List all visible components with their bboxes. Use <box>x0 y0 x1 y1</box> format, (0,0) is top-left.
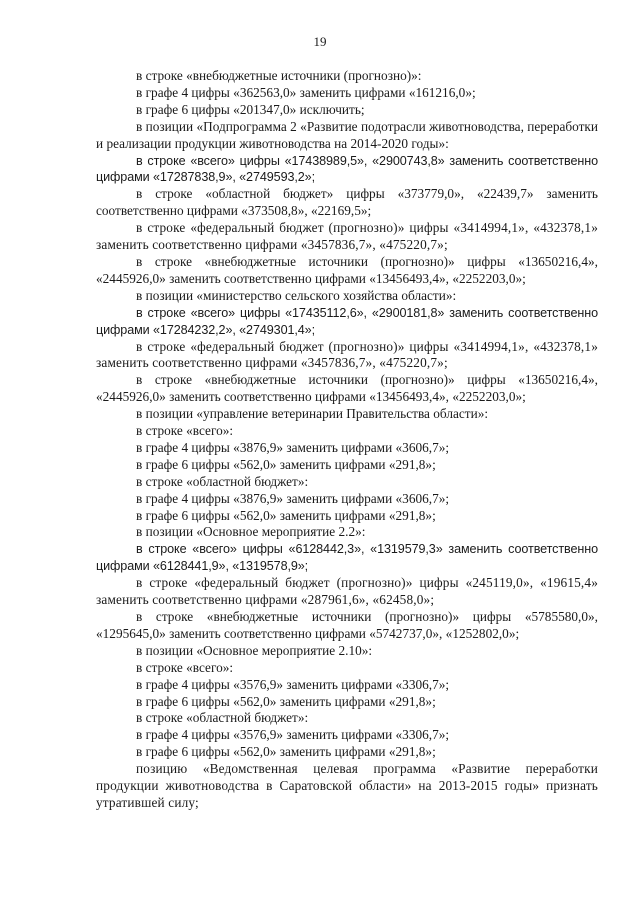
paragraph: позицию «Ведомственная целевая программа «Развитие переработки продукции животноводства в Саратовской области» на 2013-2015 годы» признать утратившей силу; <box>96 761 598 810</box>
paragraph: в графе 4 цифры «3576,9» заменить цифрами «3306,7»; <box>136 727 450 743</box>
paragraph: в строке «внебюджетные источники (прогнозно)»: <box>136 68 422 83</box>
paragraph: в строке «всего» цифры «6128442,3», «1319579,3» заменить соответственно цифрами «6128441,9», «1319578,9»; <box>96 542 598 574</box>
paragraph: в строке «всего» цифры «17438989,5», «2900743,8» заменить соответственно цифрами «17287838,9», «2749593,2»; <box>96 153 598 185</box>
paragraph: в графе 6 цифры «562,0» заменить цифрами «291,8»; <box>136 456 436 472</box>
paragraph: в позиции «Подпрограмма 2 «Развитие подотрасли животноводства, переработки и реализации продукции животноводства на 2014-2020 годы»: <box>96 118 598 151</box>
paragraph: в строке «областной бюджет» цифры «373779,0», «22439,7» заменить соответственно цифрами «373508,8», «22169,5»; <box>96 186 598 219</box>
paragraph: в строке «федеральный бюджет (прогнозно)» цифры «3414994,1», «432378,1» заменить соответственно цифрами «3457836,7», «475220,7»; <box>96 220 598 253</box>
paragraph: в графе 4 цифры «3876,9» заменить цифрами «3606,7»; <box>136 490 450 506</box>
paragraph: в строке «федеральный бюджет (прогнозно)» цифры «3414994,1», «432378,1» заменить соответственно цифрами «3457836,7», «475220,7»; <box>96 338 598 371</box>
paragraph: в позиции «Основное мероприятие 2.10»: <box>136 642 373 658</box>
paragraph: в позиции «управление ветеринарии Правительства области»: <box>136 406 489 422</box>
page-number: 19 <box>313 34 327 49</box>
paragraph: в строке «внебюджетные источники (прогнозно)» цифры «13650216,4», «2445926,0» заменить соответственно цифрами «13456493,4», «2252203,0»; <box>96 372 598 405</box>
paragraph: в позиции «министерство сельского хозяйства области»: <box>136 287 457 303</box>
paragraph: в графе 6 цифры «562,0» заменить цифрами «291,8»; <box>136 507 436 523</box>
paragraph: в графе 4 цифры «3876,9» заменить цифрами «3606,7»; <box>136 439 450 455</box>
document-body <box>96 68 598 812</box>
paragraph: в графе 4 цифры «3576,9» заменить цифрами «3306,7»; <box>136 676 450 692</box>
paragraph: в строке «областной бюджет»: <box>136 710 309 726</box>
paragraph: в графе 6 цифры «562,0» заменить цифрами «291,8»; <box>136 744 436 760</box>
paragraph: в строке «всего» цифры «17435112,6», «2900181,8» заменить соответственно цифрами «17284232,2», «2749301,4»; <box>96 305 598 337</box>
paragraph: в строке «всего»: <box>136 659 234 675</box>
paragraph: в позиции «Основное мероприятие 2.2»: <box>136 524 366 540</box>
paragraph: в графе 4 цифры «362563,0» заменить цифрами «161216,0»; <box>136 84 476 100</box>
paragraph: в строке «областной бюджет»: <box>136 473 309 489</box>
paragraph: в строке «внебюджетные источники (прогнозно)» цифры «5785580,0», «1295645,0» заменить соответственно цифрами «5742737,0», «1252802,0»; <box>96 609 598 641</box>
paragraph: в строке «федеральный бюджет (прогнозно)» цифры «245119,0», «19615,4» заменить соответственно цифрами «287961,6», «62458,0»; <box>96 575 598 608</box>
paragraph: в строке «внебюджетные источники (прогнозно)» цифры «13650216,4», «2445926,0» заменить соответственно цифрами «13456493,4», «2252203,0»; <box>96 253 598 286</box>
paragraph: в графе 6 цифры «562,0» заменить цифрами «291,8»; <box>136 693 436 709</box>
paragraph: в графе 6 цифры «201347,0» исключить; <box>136 101 365 117</box>
paragraph: в строке «всего»: <box>136 423 234 439</box>
